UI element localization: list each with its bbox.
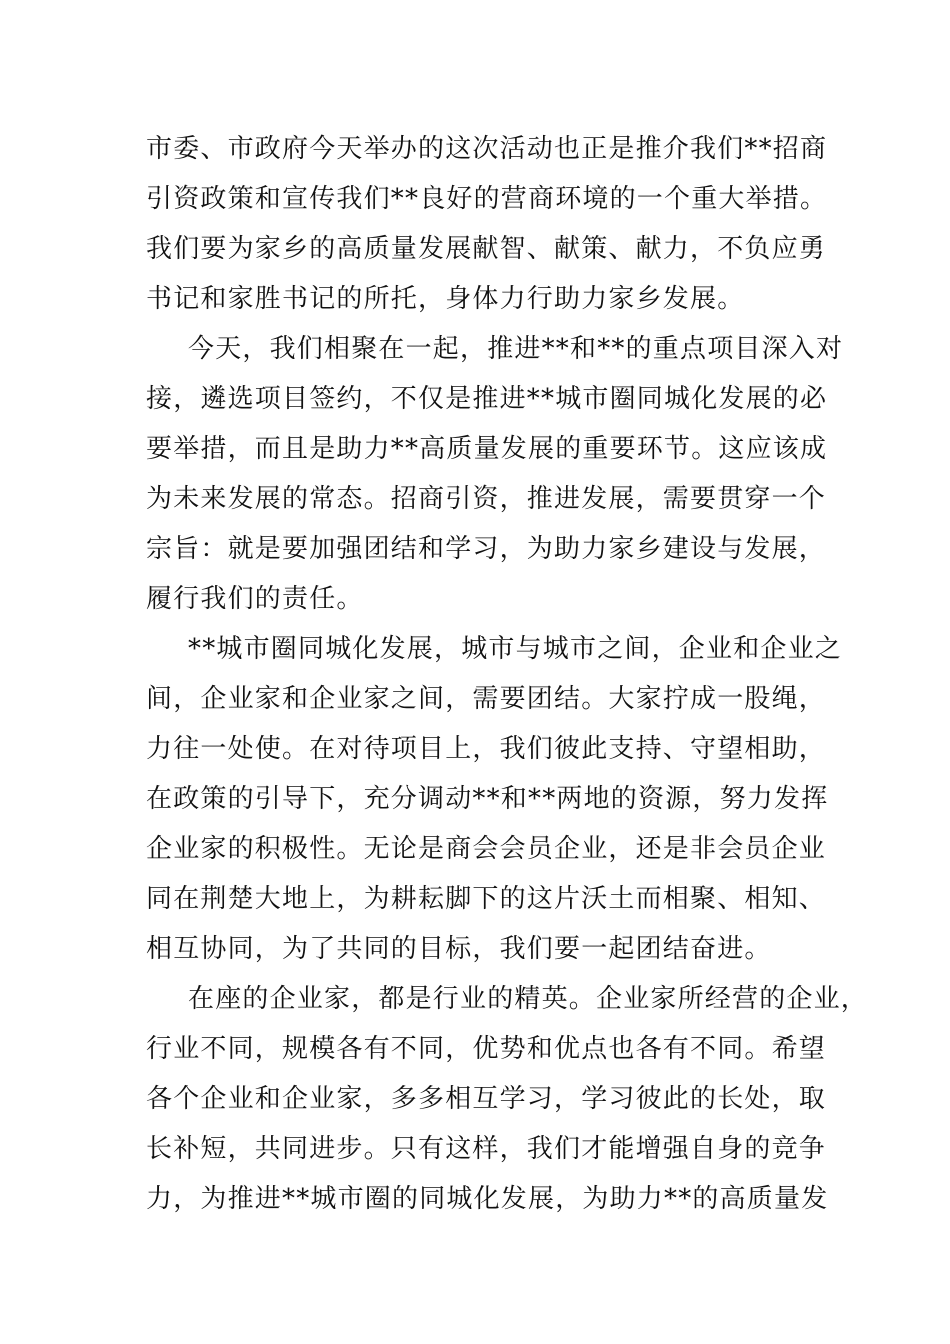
text-line: 我们要为家乡的高质量发展献智、献策、献力，不负应勇: [146, 234, 827, 264]
text-line: 力往一处使。在对待项目上，我们彼此支持、守望相助，: [146, 734, 827, 764]
text-line: 为未来发展的常态。招商引资，推进发展，需要贯穿一个: [146, 484, 827, 514]
text-line: 行业不同，规模各有不同，优势和优点也各有不同。希望: [146, 1034, 827, 1064]
text-line: 各个企业和企业家，多多相互学习，学习彼此的长处，取: [146, 1084, 827, 1114]
text-line: 履行我们的责任。: [146, 584, 364, 614]
text-line: 书记和家胜书记的所托，身体力行助力家乡发展。: [146, 284, 745, 314]
text-line: 长补短，共同进步。只有这样，我们才能增强自身的竞争: [146, 1134, 827, 1164]
text-line: 宗旨：就是要加强团结和学习，为助力家乡建设与发展，: [146, 534, 827, 564]
text-line: 企业家的积极性。无论是商会会员企业，还是非会员企业: [146, 834, 827, 864]
text-line: 相互协同，为了共同的目标，我们要一起团结奋进。: [146, 934, 772, 964]
text-line: 市委、市政府今天举办的这次活动也正是推介我们**招商: [146, 134, 828, 164]
paragraph-first-line: **城市圈同城化发展，城市与城市之间，企业和企业之: [188, 634, 843, 664]
paragraph-first-line: 在座的企业家，都是行业的精英。企业家所经营的企业，: [188, 984, 869, 1014]
text-line: 引资政策和宣传我们**良好的营商环境的一个重大举措。: [146, 184, 828, 214]
text-line: 要举措，而且是助力**高质量发展的重要环节。这应该成: [146, 434, 828, 464]
text-line: 间，企业家和企业家之间，需要团结。大家拧成一股绳，: [146, 684, 827, 714]
text-line: 接，遴选项目签约，不仅是推进**城市圈同城化发展的必: [146, 384, 828, 414]
text-line: 在政策的引导下，充分调动**和**两地的资源，努力发挥: [146, 784, 829, 814]
text-line: 同在荆楚大地上，为耕耘脚下的这片沃土而相聚、相知、: [146, 884, 827, 914]
text-line: 力，为推进**城市圈的同城化发展，为助力**的高质量发: [146, 1184, 829, 1214]
paragraph-first-line: 今天，我们相聚在一起，推进**和**的重点项目深入对: [188, 334, 844, 364]
